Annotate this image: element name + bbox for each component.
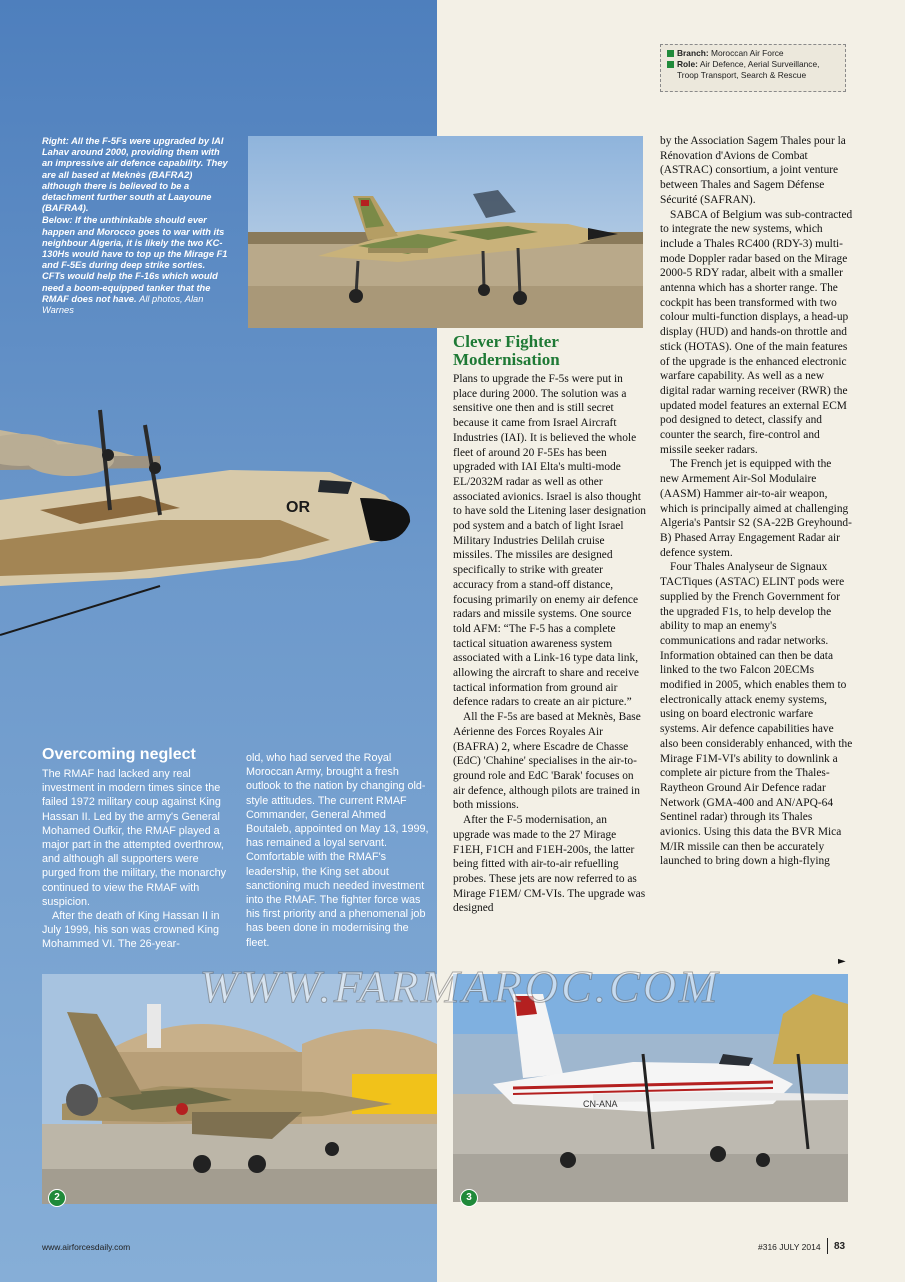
text-column-right (660, 134, 853, 869)
paragraph: by the Association Sagem Thales pour la Rénovation d'Avions de Combat (ASTRAC) consortium, a joint venture between Thales and Sagem Défense Sécurité (SAFRAN). (660, 135, 846, 206)
kc130-photo (0, 390, 437, 650)
photo-number-badge: 3 (460, 1189, 478, 1207)
green-square-icon (667, 50, 674, 57)
text-column-center (453, 372, 646, 916)
photo-caption (42, 136, 228, 317)
text-column-left-2 (246, 751, 432, 950)
text-column-left-1 (42, 767, 232, 952)
paragraph: old, who had served the Royal Moroccan Army, brought a fresh outlook to the nation by changing old-style attitudes. The current RMAF Commander, General Ahmed Boutaleb, appointed on May 13, 1999, has remained a loyal servant. Comfortable with the RMAF's leadership, the King set about sanctioning much needed investment into the RMAF. The fighter force was his first priority and a phenomenal job has been done in modernising the fleet. (246, 752, 429, 949)
branch-value: Moroccan Air Force (710, 48, 784, 58)
footer-issue: #316 JULY 2014 (758, 1242, 821, 1252)
paragraph: Four Thales Analyseur de Signaux TACTiques (ASTAC) ELINT pods were supplied by the French Government for the upgraded F1s, to help develop the ability to map an enemy's communications and radar networks. Information obtained can then be data linked to the two Falcon 20ECMs modified in 2005, which enables them to electronically attack enemy systems, using on board electronic warfare systems. Air defence capabilities have also been considerably enhanced, with the Mirage F1M-VI's ability to downlink a complete air picture from the Thales-Raytheon Ground Air Defence radar Network (GMA-400 and AN/APQ-64 Sentinel radar) through its Thales avionics. Using this data the BVR Mica M/IR missile can then be accurately launched to bring down a high-flying (660, 561, 853, 868)
paragraph: SABCA of Belgium was sub-contracted to integrate the new systems, which include a Thales RC400 (RDY-3) multi-mode Doppler radar based on the Mirage 2000-5 RDY radar, albeit with a smaller antenna which has a shorter range. The cockpit has been transformed with two colour multi-function displays, a head-up display (HUD) and hands-on throttle and stick (HOTAS). One of the main features of the upgrade is the enhanced electronic warfare capability. As well as a new digital radar warning receiver (RWR) the updated model features an external ECM pod designed to detect, classify and counter the search, fire-control and missile seeker radars. (660, 208, 853, 456)
section-heading-overcoming-neglect: Overcoming neglect (42, 746, 196, 763)
branch-label: Branch: (677, 48, 709, 58)
role-label: Role: (677, 59, 698, 69)
paragraph: Plans to upgrade the F-5s were put in place during 2000. The solution was a sensitive one then and is still secret because it came from Israel Aircraft Industries (IAI). It is believed the whole fleet of around 20 F-5Es has been upgraded with IAI Elta's multi-mode EL/2032M radar as well as other associated avionics. Israel is also thought to have sold the Litening laser designation pod system and a batch of light Israel Military Industries Delilah cruise missiles. The missiles are designed specifically to strike with greater accuracy from a stand-off distance, focusing primarily on enemy air defence radars and missile systems. One source told AFM: “The F-5 has a complete tactical situation awareness system associated with a Link-16 type data link, allowing the aircraft to share and receive tactical information from ground air defence radars to create an air picture.” (453, 373, 646, 709)
watermark: WWW.FARMAROC.COM (199, 961, 721, 1012)
footer-website: www.airforcesdaily.com (42, 1242, 131, 1252)
kc130-code-text: OR (286, 499, 310, 516)
paragraph: The RMAF had lacked any real investment in modern times since the failed 1972 military coup against King Hassan II. Led by the army's General Mohamed Oufkir, the RMAF played a major part in the attempted overthrow, and although all supporters were purged from the military, the monarchy continued to view the RMAF with suspicion. (42, 768, 227, 908)
paragraph: After the F-5 modernisation, an upgrade was made to the 27 Mirage F1EH, F1CH and F1EH-200s, the latter being fitted with air-to-air refuelling probes. These jets are now referred to as Mirage F1EM/ CM-VIs. The upgrade was designed (453, 814, 646, 915)
photo-credit: All photos, Alan Warnes (42, 293, 204, 316)
page-number: 83 (834, 1241, 846, 1252)
footer-divider (827, 1238, 828, 1254)
photo-number-badge: 2 (48, 1189, 66, 1207)
king-air-registration-text: CN-ANA (583, 1099, 618, 1109)
f5f-photo (248, 136, 643, 328)
green-square-icon (667, 61, 674, 68)
paragraph: The French jet is equipped with the new Armement Air-Sol Modulaire (AASM) Hammer air-to-air weapon, which is principally aimed at challenging Algeria's Pantsir S2 (SA-22B Greyhound-B) Phased Array Engagement Radar air defence system. (660, 458, 852, 559)
info-box (660, 44, 846, 92)
role-value: Air Defence, Aerial Surveillance, Troop Transport, Search & Rescue (677, 59, 820, 80)
caption-below: Below: If the unthinkable should ever happen and Morocco goes to war with its neighbour Algeria, it is likely the two KC-130Hs would have to top up the Mirage F1 and F-5Es during deep strike sorties. CFTs would help the F-16s which would need a boom-equipped tanker that the RMAF does not have. (42, 215, 228, 304)
caption-right: Right: All the F-5Fs were upgraded by IAI Lahav around 2000, providing them with an impressive air defence capability. They are all based at Meknès (BAFRA2) although there is believed to be a detachment further south at Laayoune (BAFRA4). (42, 136, 228, 214)
section-heading-clever-fighter: Clever Fighter Modernisation (453, 332, 560, 369)
continue-arrow-icon: ► (838, 956, 846, 967)
paragraph: After the death of King Hassan II in July 1999, his son was crowned King Mohammed VI. The 26-year- (42, 910, 220, 951)
paragraph: All the F-5s are based at Meknès, Base Aérienne des Forces Royales Air (BAFRA) 2, where Escadre de Chasse (EdC) 'Chahine' specialises in the air-to-ground role and EdC 'Barak' focuses on air defence, although pilots are trained in both missions. (453, 711, 641, 812)
